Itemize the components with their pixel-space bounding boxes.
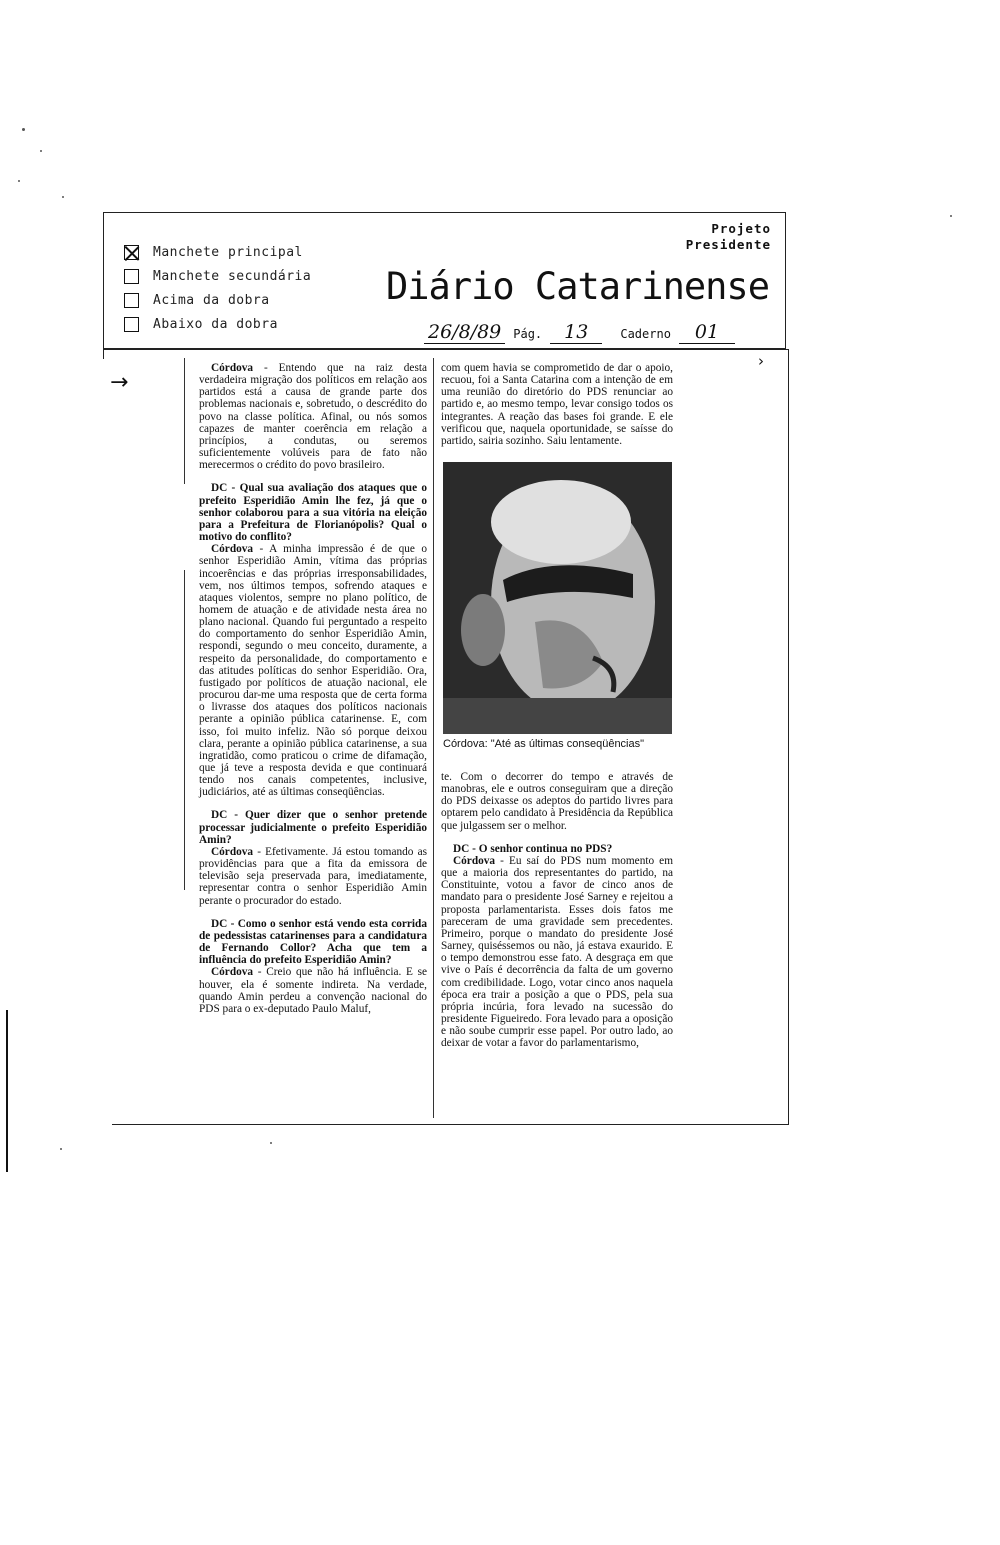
answer-text: - Eu saí do PDS num momento em que a maioria dos representantes do partido, na Constituinte, votou a favor de cinco anos de mandato para o presidente José Sarney e rejeitou a proposta parlamentarista. Esses dois fatos me pareceram de uma gravidade sem precedentes. Primeiro, porque o mandato do presidente José Sarney, quiséssemos ou não, já estava exaurido. E o tempo demonstrou esse fato. A desgraça em que vive o País é decorrência da falta de um governo com credibilidade. Logo, votar cinco anos naquela época era trair a posição a que o PDS, pela sua própria incúria, fora levado na sucessão do presidente Figueiredo. Fora levado para a oposição e não soube cumprir esse papel. Por outro lado, ao deixar de votar a favor do parlamentarismo,	[441, 854, 673, 1050]
scan-speck	[270, 1142, 272, 1144]
column-rule	[184, 570, 185, 890]
scan-speck	[40, 150, 42, 152]
answer-text: - Creio que não há influência. E se houver, ela é somente indireta. Na verdade, quando Amin perdeu a convenção nacional do PDS para o ex-deputado Paulo Maluf,	[199, 966, 427, 1015]
section-number: 01	[679, 321, 735, 344]
scan-speck	[60, 1148, 62, 1150]
scan-speck	[950, 215, 952, 217]
checkbox-abaixo-da-dobra[interactable]	[124, 313, 278, 335]
column-rule	[184, 358, 185, 484]
forehead-highlight	[491, 480, 631, 564]
article-column-1	[199, 362, 427, 1015]
article-paragraph: com quem havia se comprometido de dar o apoio, recuou, foi a Santa Catarina com a intenção de em uma reunião do diretório do PDS renunciar ao partido e, ao mesmo tempo, levar consigo todos os integrantes. A reação das bases foi grande. E ele verificou que, naquela oportunidade, se saísse do partido, sairia sozinho. Saiu lentamente.	[441, 362, 673, 447]
clipping-header	[103, 212, 786, 349]
project-name	[686, 221, 771, 253]
project-line-2: Presidente	[685, 237, 771, 252]
scan-speck	[62, 196, 64, 198]
speaker-name: Córdova	[453, 854, 496, 867]
answer-text: - A minha impressão é de que o senhor Esperidião Amin, vítima das próprias incoerências e das próprias irresponsabilidades, vem, nos últimos tempos, sofrendo ataques e ataques violentos, sempre no plano político, de homem de atuação e de atividade nesta área no plano nacional. Quando fui perguntado a respeito do comportamento do senhor Esperidião Amin, respondi, segundo o meu conceito, duramente, a respeito da personalidade, do comportamento e das atitudes políticas do senhor Esperidião. Ora, fustigado por políticos de atuação nacional, ele procurou dar-me uma resposta que de certa forma o livrasse dos ataques dos políticos nacionais perante a opinião pública catarinense. E, com isso, foi muito infeliz. Não só porque deixou clara, perante a opinião pública catarinense, a sua ingratidão, como praticou o crime de difamação, que já teve a resposta devida e que continuará tendo nos canais competentes, inclusive, judiciários, até as últimas conseqüências.	[199, 543, 427, 799]
interview-question	[199, 809, 427, 845]
scan-speck	[18, 180, 20, 182]
clipping-frame-top	[103, 349, 789, 350]
checkbox-icon	[124, 269, 139, 284]
collar-shadow	[443, 698, 672, 734]
interview-question	[199, 918, 427, 967]
interview-answer	[199, 543, 427, 798]
speaker-name: Córdova	[211, 362, 254, 374]
photo-caption: Córdova: "Até as últimas conseqüências"	[443, 738, 645, 750]
clipping-frame-left	[103, 349, 104, 359]
interview-question	[441, 843, 673, 855]
question-text: DC - Quer dizer que o senhor pretende processar judicialmente o prefeito Esperidião Amin?	[199, 809, 427, 846]
checkbox-label: Manchete secundária	[153, 268, 312, 284]
checkbox-label: Abaixo da dobra	[153, 316, 278, 332]
question-text: DC - Qual sua avaliação dos ataques que o prefeito Esperidião Amin lhe fez, já que o senhor colaborou para a sua vitória na eleição para a Prefeitura de Florianópolis? Qual o motivo do conflito?	[199, 482, 427, 544]
page-number: 13	[550, 321, 602, 344]
answer-text: - Entendo que na raiz desta verdadeira migração dos políticos em relação aos partidos está a causa de grande parte dos problemas nacionais e, sobretudo, o descrédito do povo na classe política. Afinal, ou nós somos capazes de manter coerência em relação a princípios, a condutas, ou seremos suficientemente volúveis para de fato não merecermos o crédito do povo brasileiro.	[199, 362, 427, 472]
project-line-1: Projeto	[711, 221, 771, 236]
interview-answer	[441, 771, 673, 832]
clipping-frame-bottom	[112, 1124, 789, 1125]
column-rule	[433, 358, 434, 1118]
checkbox-icon	[124, 317, 139, 332]
answer-text: te. Com o decorrer do tempo e através de manobras, ele e outros conseguiram que a direção do PDS deixasse os adeptos do partido livres para optarem pelo candidato à Presidência da República que julgassem ser o melhor.	[441, 771, 673, 832]
newspaper-masthead: Diário Catarinense	[386, 265, 769, 308]
clipping-frame-right	[788, 349, 789, 1124]
answer-text: - Efetivamente. Já estou tomando as providências para que a fita da emissora de televisão seja preservada para, imediatamente, representar contra o senhor Esperidião Amin perante o procurador do estado.	[199, 845, 427, 907]
page-label: Pág.	[513, 327, 543, 341]
checkbox-manchete-principal[interactable]	[124, 241, 303, 263]
checkbox-acima-da-dobra[interactable]	[124, 289, 270, 311]
checkbox-label: Acima da dobra	[153, 292, 270, 308]
arrow-mark-icon: →	[110, 370, 129, 395]
speaker-name: Córdova	[211, 845, 254, 858]
article-column-2-top	[441, 362, 673, 447]
ear-shape	[461, 594, 505, 666]
checkbox-checked-icon	[124, 245, 139, 260]
speaker-name: Córdova	[211, 543, 254, 556]
section-label: Caderno	[620, 327, 671, 341]
checkbox-label: Manchete principal	[153, 244, 303, 260]
scan-speck	[22, 128, 25, 131]
interview-answer	[199, 966, 427, 1015]
cordova-portrait-photo	[443, 462, 672, 734]
portrait-image	[443, 462, 672, 734]
interview-answer	[199, 846, 427, 907]
question-text: DC - Como o senhor está vendo esta corrida de pedessistas catarinenses para a candidatura de Fernando Collor? Acha que tem a influência do prefeito Esperidião Amin?	[199, 917, 427, 967]
interview-answer	[199, 362, 427, 471]
speaker-name: Córdova	[211, 966, 254, 979]
publication-date: 26/8/89	[424, 321, 505, 344]
article-column-2-bottom	[441, 771, 673, 1049]
checkbox-icon	[124, 293, 139, 308]
publication-info	[424, 321, 735, 344]
interview-answer	[441, 855, 673, 1050]
interview-question	[199, 482, 427, 543]
tick-mark-icon: ›	[758, 352, 764, 370]
scan-edge-mark	[6, 1010, 8, 1172]
question-text: DC - O senhor continua no PDS?	[453, 842, 613, 855]
checkbox-manchete-secundaria[interactable]	[124, 265, 311, 287]
